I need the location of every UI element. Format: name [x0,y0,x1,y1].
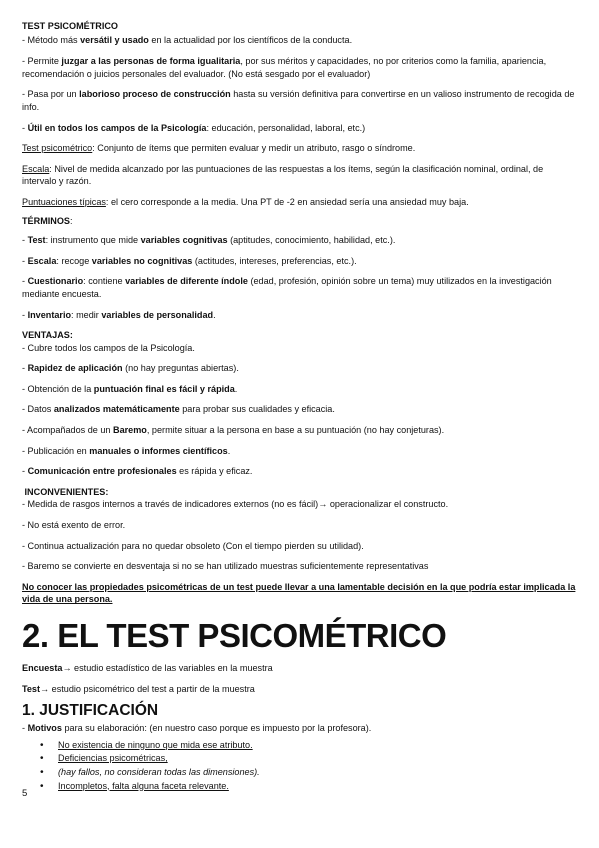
definition-line: Test→ estudio psicométrico del test a partir de la muestra [22,683,255,694]
advantage-item: - Rapidez de aplicación (no hay preguntas abiertas). [22,363,239,374]
list-item: • (hay fallos, no consideran todas las dimensiones). [58,766,578,780]
list-item: • Deficiencias psicométricas, [58,752,578,766]
term-item: - Inventario: medir variables de personalidad. [22,309,216,320]
subsection-heading: 1. JUSTIFICACIÓN [22,702,159,720]
disadvantage-item: - No está exento de error. [22,520,126,531]
disadvantage-item: - Medida de rasgos internos a través de indicadores externos (no es fácil)→ operacionalizar el constructo. [22,499,449,510]
disadvantages-title: INCONVENIENTES: [22,486,109,497]
terms-title: TÉRMINOS: [22,215,73,226]
advantages-title: VENTAJAS: [22,330,73,341]
definition: Test psicométrico: Conjunto de ítems que permiten evaluar y medir un atributo, rasgo o síndrome. [22,143,416,154]
paragraph: - Pasa por un laborioso proceso de construcción hasta su versión definitiva para convertirse en un valioso instrumento de recogida de info. [22,89,575,112]
disadvantage-item: - Continua actualización para no quedar obsoleto (Con el tiempo pierden su utilidad). [22,540,364,551]
advantage-item: - Comunicación entre profesionales es rápida y eficaz. [22,466,253,477]
definition: Escala: Nivel de medida alcanzado por las puntuaciones de las respuestas a los ítems, según la clasificación nominal, ordinal, de intervalo y razón. [22,163,544,187]
term-item: - Test: instrumento que mide variables cognitivas (aptitudes, conocimiento, habilidad, etc.). [22,235,396,246]
advantage-item: - Cubre todos los campos de la Psicología. [22,342,195,353]
term-item: - Cuestionario: contiene variables de diferente índole (edad, profesión, opinión sobre un tema) muy utilizados en la investigación mediante encuesta. [22,276,552,299]
definition-line: Encuesta→ estudio estadístico de las variables en la muestra [22,663,273,673]
list-item: • No existencia de ninguno que mida ese atributo. [58,739,578,753]
advantage-item: - Publicación en manuales o informes científicos. [22,445,231,456]
reasons-list [22,739,578,793]
advantage-item: - Datos analizados matemáticamente para probar sus cualidades y eficacia. [22,404,335,415]
section-heading: 2. EL TEST PSICOMÉTRICO [22,617,447,654]
definition: Puntuaciones típicas: el cero corresponde a la media. Una PT de -2 en ansiedad sería una ansiedad muy baja. [22,196,469,207]
page-number: 5 [22,788,28,799]
warning-note: No conocer las propiedades psicométricas de un test puede llevar a una lamentable decisión en la que podría estar implicada la vida de una persona. [22,581,576,605]
advantage-item: - Obtención de la puntuación final es fácil y rápida. [22,383,238,394]
paragraph: - Permite juzgar a las personas de forma igualitaria, por sus méritos y capacidades, no por criterios como la familia, apariencia, recomendación o juicios personales del evaluador. (No está sesgado por el evaluador) [22,56,547,79]
disadvantage-item: - Baremo se convierte en desventaja si no se han utilizado muestras suficientemente representativas [22,561,429,572]
paragraph: - Útil en todos los campos de la Psicología: educación, personalidad, laboral, etc.) [22,122,366,133]
advantage-item: - Acompañados de un Baremo, permite situar a la persona en base a su puntuación (no hay conjeturas). [22,425,445,436]
section-title: TEST PSICOMÉTRICO [22,21,118,31]
paragraph: - Motivos para su elaboración: (en nuestro caso porque es impuesto por la profesora). [22,723,372,734]
document-page [22,20,578,793]
term-item: - Escala: recoge variables no cognitivas (actitudes, intereses, preferencias, etc.). [22,255,357,266]
list-item: • Incompletos, falta alguna faceta relevante. [58,780,578,794]
paragraph: - Método más versátil y usado en la actualidad por los científicos de la conducta. [22,34,353,45]
